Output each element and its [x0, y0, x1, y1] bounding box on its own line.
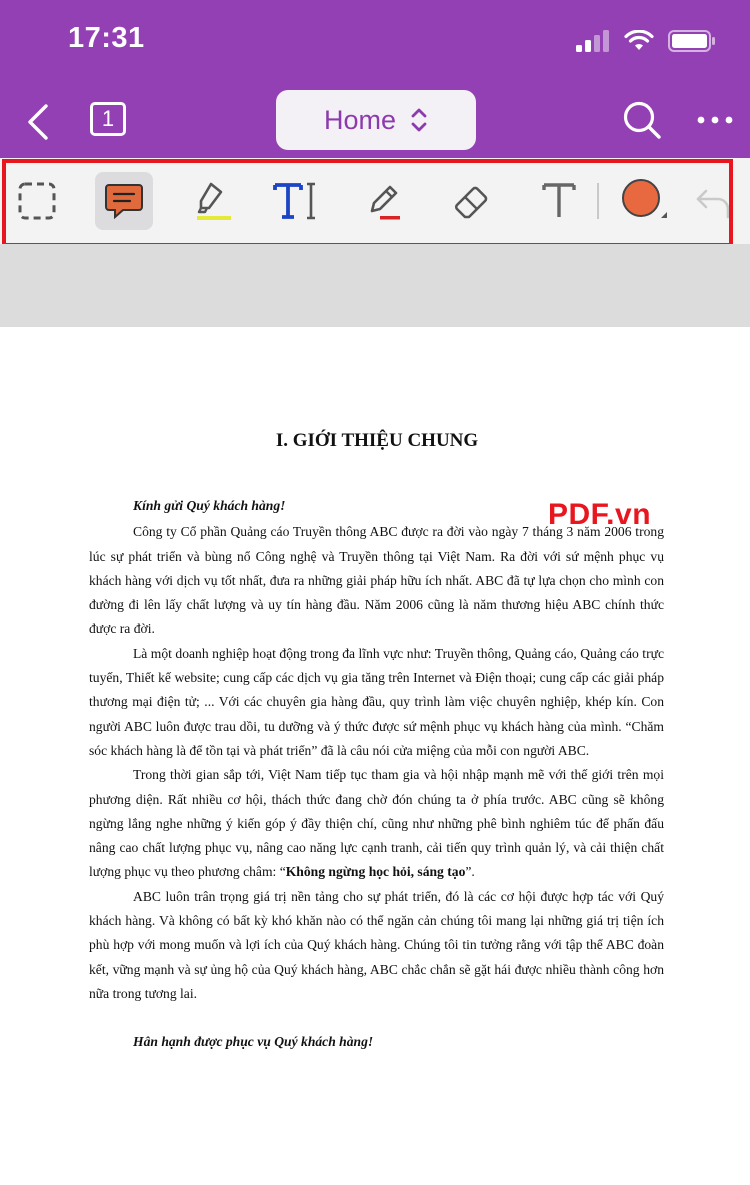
paragraph: Là một doanh nghiệp hoạt động trong đa lĩnh vực như: Truyền thông, Quảng cáo, Quảng cáo trực tuyến, Thiết kế website; cung cấp các dịch vụ gia tăng trên Internet và Điện thoại; cung cấp các giải pháp thương mại điện tử; ... Với các chuyên gia hàng đầu, quy trình làm việc chuyên nghiệp, khép kín. Con người ABC luôn được trau dồi, tu dưỡng và ý thức được sứ mệnh phục vụ khách hàng của mình. “Chăm sóc khách hàng là để tồn tại và phát triển” đã là câu nói cửa miệng của mỗi con người ABC. — [89, 645, 664, 758]
battery-icon — [668, 30, 716, 52]
toolbar-divider — [597, 183, 599, 219]
paragraph-text: Trong thời gian sắp tới, Việt Nam tiếp tục tham gia và hội nhập mạnh mẽ với thế giới trên mọi phương diện. Rất nhiều cơ hội, thách thức đang chờ đón chúng ta ở phía trước. ABC cũng sẽ không ngừng lắng nghe những ý kiến góp ý đầy thiện chí, cũng như những phê bình nghiêm túc để phấn đấu nâng cao chất lượng phục vụ, nâng cao năng lực cạnh tranh, cải tiến quy trình quản lý, và cải thiện chất lượng phục vụ theo phương châm: “ — [89, 767, 664, 880]
highlighter-tool-button[interactable] — [183, 172, 241, 230]
search-button[interactable] — [620, 98, 664, 142]
comment-tool-button[interactable] — [95, 172, 153, 230]
page-number-button[interactable] — [90, 102, 126, 136]
text-icon — [537, 179, 581, 223]
comment-icon — [104, 181, 144, 221]
more-horizontal-icon — [697, 112, 733, 128]
chevron-up-down-icon — [410, 105, 428, 135]
status-time: 17:31 — [68, 22, 145, 54]
color-picker-button[interactable] — [614, 172, 672, 230]
mode-label: Home — [323, 104, 397, 135]
chevron-left-icon — [20, 100, 56, 144]
wifi-icon — [624, 30, 654, 52]
paragraph-text: ”. — [465, 864, 475, 880]
pen-icon — [362, 179, 406, 223]
signal-icon — [576, 30, 610, 52]
color-swatch-icon — [617, 176, 669, 226]
paragraph: ABC luôn trân trọng giá trị nền tảng cho sự phát triển, đó là các cơ hội được hợp tác với Quý khách hàng. Và không có bất kỳ khó khăn nào có thể ngăn cản chúng tôi mang lại những giá trị tiện ích phù hợp với mong muốn và lợi ích của Quý khách hàng. Chúng tôi tin tưởng rằng với tập thể ABC đoàn kết, vững mạnh và sự ủng hộ của Quý khách hàng, ABC chắc chắn sẽ gặt hái được nhiều thành công hơn nữa trong tương lai. — [89, 888, 664, 1001]
undo-icon — [692, 179, 732, 223]
paragraph: Công ty Cổ phần Quảng cáo Truyền thông ABC được ra đời vào ngày 7 tháng 3 năm 2006 trong lúc sự phát triển và bùng nổ Công nghệ và Truyền thông tại Việt Nam. Ra đời với sứ mệnh phục vụ khách hàng với dịch vụ tốt nhất, đưa ra những giải pháp hữu ích nhất. ABC đã tự lựa chọn cho mình con đường đi lên lấy chất lượng và uy tín hàng đầu. Năm 2006 cũng là năm thương hiệu ABC chính thức được ra đời. — [89, 524, 664, 637]
highlighter-icon — [189, 178, 235, 224]
paragraph — [89, 763, 664, 884]
document-margin — [0, 244, 750, 327]
watermark-logo: PDF.vn — [548, 498, 652, 531]
more-options-button[interactable] — [697, 112, 733, 128]
search-icon — [620, 98, 664, 142]
mode-selector-button[interactable] — [276, 90, 476, 150]
motto: Không ngừng học hỏi, sáng tạo — [285, 864, 466, 880]
document-title: I. GIỚI THIỆU CHUNG — [275, 430, 479, 451]
add-text-tool-button[interactable] — [530, 172, 588, 230]
eraser-tool-button[interactable] — [442, 172, 500, 230]
text-select-tool-button[interactable] — [268, 172, 326, 230]
document-body — [89, 494, 664, 1055]
text-cursor-icon — [271, 179, 323, 223]
eraser-icon — [449, 179, 493, 223]
greeting: Kính gửi Quý khách hàng! — [133, 498, 286, 513]
closing: Hân hạnh được phục vụ Quý khách hàng! — [133, 1034, 374, 1050]
undo-button[interactable] — [692, 172, 732, 230]
back-button[interactable] — [20, 100, 56, 144]
status-icons — [576, 30, 716, 52]
pen-tool-button[interactable] — [355, 172, 413, 230]
page-number: 1 — [101, 106, 115, 131]
app-header — [0, 0, 750, 158]
select-tool-button[interactable] — [8, 172, 66, 230]
select-area-icon — [17, 181, 57, 221]
